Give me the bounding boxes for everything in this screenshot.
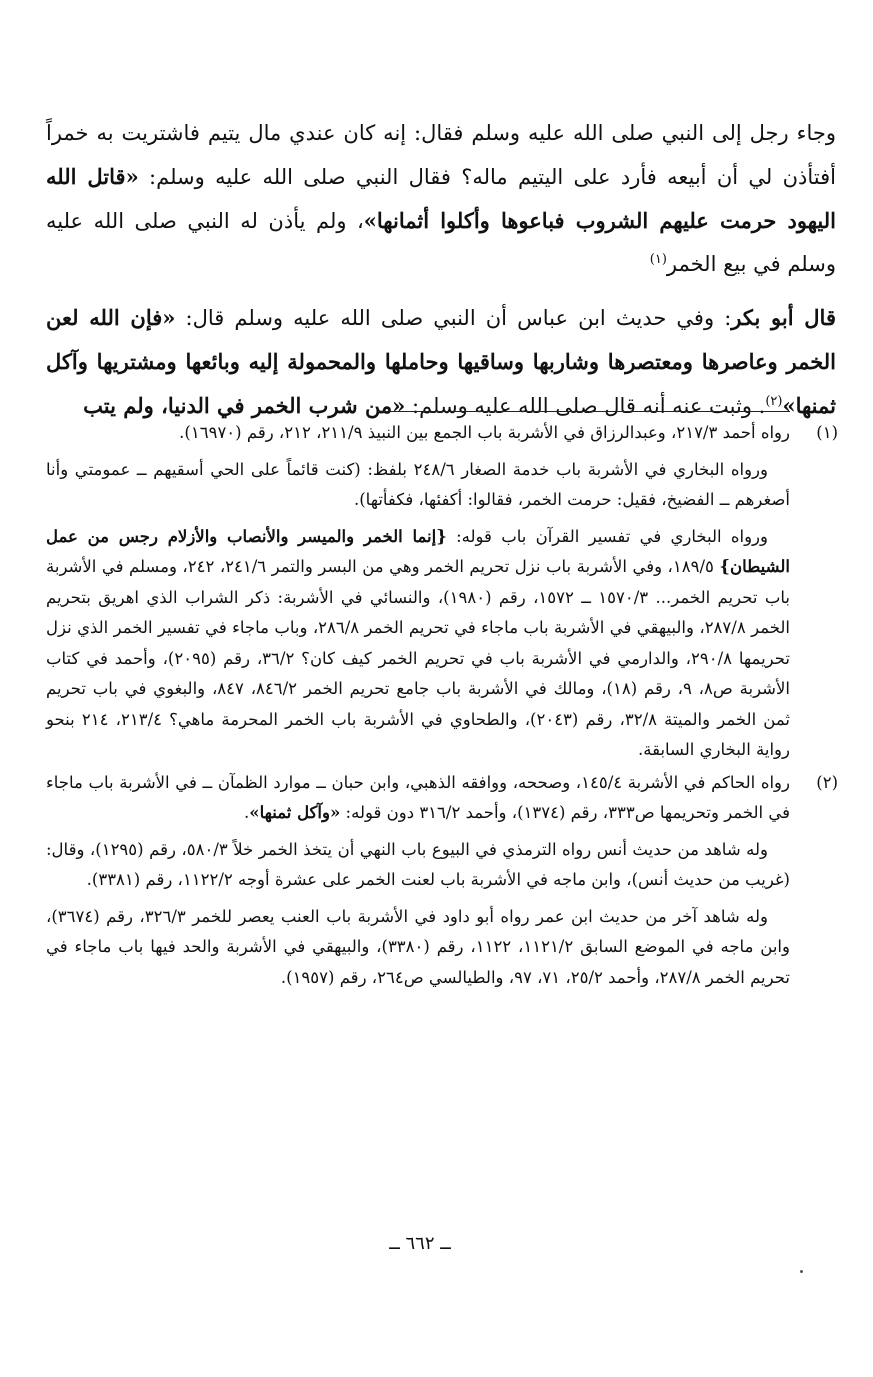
footnote-quote: «وآكل ثمنها»	[249, 803, 341, 822]
footnote-text: رواه الحاكم في الأشربة ١٤٥/٤، وصححه، ووافقه الذهبي، وابن حبان ــ موارد الظمآن ــ في الأشربة باب ماجاء في الخمر وتحريمها ص٣٣٣، رقم (١٣٧٤)، وأحمد ٣١٦/٢ دون قوله:	[46, 772, 790, 822]
footnote-text: .	[244, 803, 250, 822]
footnote-separator	[378, 411, 790, 412]
footnote-ref-2[interactable]: (٢)	[765, 394, 783, 409]
p1-hadith-quote: «قاتل الله اليهود حرمت عليهم الشروب فباعوها وأكلوا أثمانها»	[46, 164, 836, 233]
p2-speaker: قال أبو بكر	[731, 305, 836, 330]
footnote	[46, 418, 838, 766]
footnote-number: (٢)	[816, 772, 838, 792]
p1-text-2: ، ولم يأذن له النبي صلى الله عليه وسلم في بيع الخمر	[46, 209, 836, 276]
footnote-body	[46, 418, 790, 766]
footnote-paragraph	[46, 768, 790, 829]
footnote	[46, 768, 838, 994]
main-text	[46, 112, 836, 428]
footnote-paragraph	[46, 902, 790, 994]
page-number: ــ ٦٦٢ ــ	[389, 1233, 451, 1254]
footnote-text: رواه أحمد ٢١٧/٣، وعبدالرزاق في الأشربة باب الجمع بين النبيذ ٢١١/٩، ٢١٢، رقم (١٦٩٧٠).	[179, 423, 790, 442]
footnote-paragraph	[46, 418, 790, 449]
footnote-text: وله شاهد من حديث أنس رواه الترمذي في البيوع باب النهي أن يتخذ الخمر خلاً ٥٨٠/٣، رقم (١٢٩٥)، وقال: (غريب من حديث أنس)، وابن ماجه في الأشربة باب لعنت الخمر على عشرة أوجه ١١٢٢/٢، رقم (٣٣٨١).	[46, 839, 790, 889]
p1-text-1: وجاء رجل إلى النبي صلى الله عليه وسلم فقال: إنه كان عندي مال يتيم فاشتريت به خمراً أفتأذن لي أن أبيعه فأرد على اليتيم ماله؟ فقال النبي صلى الله عليه وسلم:	[46, 121, 836, 189]
p2-hadith-quote-2: «من شرب الخمر في الدنيا، ولم يتب	[83, 393, 406, 418]
main-paragraph-2	[46, 296, 836, 428]
footnote-quote: {إنما الخمر والميسر والأنصاب والأزلام رجس من عمل الشيطان}	[46, 526, 790, 576]
footnote-paragraph	[46, 522, 790, 766]
footnote-text: ورواه البخاري في تفسير القرآن باب قوله:	[446, 526, 768, 546]
footnote-ref-1[interactable]: (١)	[649, 252, 667, 267]
footnote-text: وله شاهد آخر من حديث ابن عمر رواه أبو داود في الأشربة باب العنب يعصر للخمر ٣٢٦/٣، رقم (٣٦٧٤)، وابن ماجه في الموضع السابق ١١٢١/٢، ١١٢٢، رقم (٣٣٨٠)، والبيهقي في الأشربة والحد فيها باب ماجاء في تحريم الخمر ٢٨٧/٨، وأحمد ٢٥/٢، ٧١، ٩٧، والطيالسي ص٢٦٤، رقم (١٩٥٧).	[46, 906, 790, 987]
p2-text-2: . وثبت عنه أنه قال صلى الله عليه وسلم:	[405, 394, 766, 418]
p2-hadith-quote-1: «فإن الله لعن الخمر وعاصرها ومعتصرها وشاربها وساقيها وحاملها والمحمولة إليه وبائعها ومشتريها وآكل ثمنها»	[46, 305, 836, 418]
footnotes	[46, 418, 838, 993]
page-speck	[800, 1270, 803, 1273]
footnote-paragraph	[46, 455, 790, 516]
footnote-number: (١)	[816, 423, 838, 442]
footnote-text: ورواه البخاري في الأشربة باب خدمة الصغار ٢٤٨/٦ بلفظ: (كنت قائماً على الحي أسقيهم ــ عمومتي وأنا أصغرهم ــ الفضيخ، فقيل: حرمت الخمر، فقالوا: أكفئها، فكفأتها).	[46, 459, 790, 509]
main-paragraph-1	[46, 112, 836, 286]
footnote-text: ١٨٩/٥، وفي الأشربة باب نزل تحريم الخمر وهي من البسر والتمر ٢٤١/٦، ٢٤٢، ومسلم في الأشربة باب تحريم الخمر... ١٥٧٠/٣ ــ ١٥٧٢، رقم (١٩٨٠)، والنسائي في الأشربة: ذكر الشراب الذي اهريق بتحريم الخمر ٢٨٧/٨، والبيهقي في الأشربة باب ماجاء في تحريم الخمر ٢٨٦/٨، وباب ماجاء في تفسير الخمر الذي نزل تحريمها ٢٩٠/٨، والدارمي في الأشربة باب في تحريم الخمر كيف كان؟ ٣٦/٢، رقم (٢٠٩٥)، وأحمد في كتاب الأشربة ص٨، ٩، رقم (١٨)، ومالك في الأشربة باب جامع تحريم الخمر ٨٤٦/٢، ٨٤٧، والبغوي في باب تحريم ثمن الخمر والميتة ٣٢/٨، رقم (٢٠٤٣)، والطحاوي في الأشربة باب الخمر المحرمة ماهي؟ ٢١٣/٤، ٢١٤ بنحو رواية البخاري السابقة.	[46, 557, 791, 759]
footnote-paragraph	[46, 835, 790, 896]
p2-text-1: : وفي حديث ابن عباس أن النبي صلى الله عليه وسلم قال:	[175, 306, 732, 330]
footnote-body	[46, 768, 790, 994]
